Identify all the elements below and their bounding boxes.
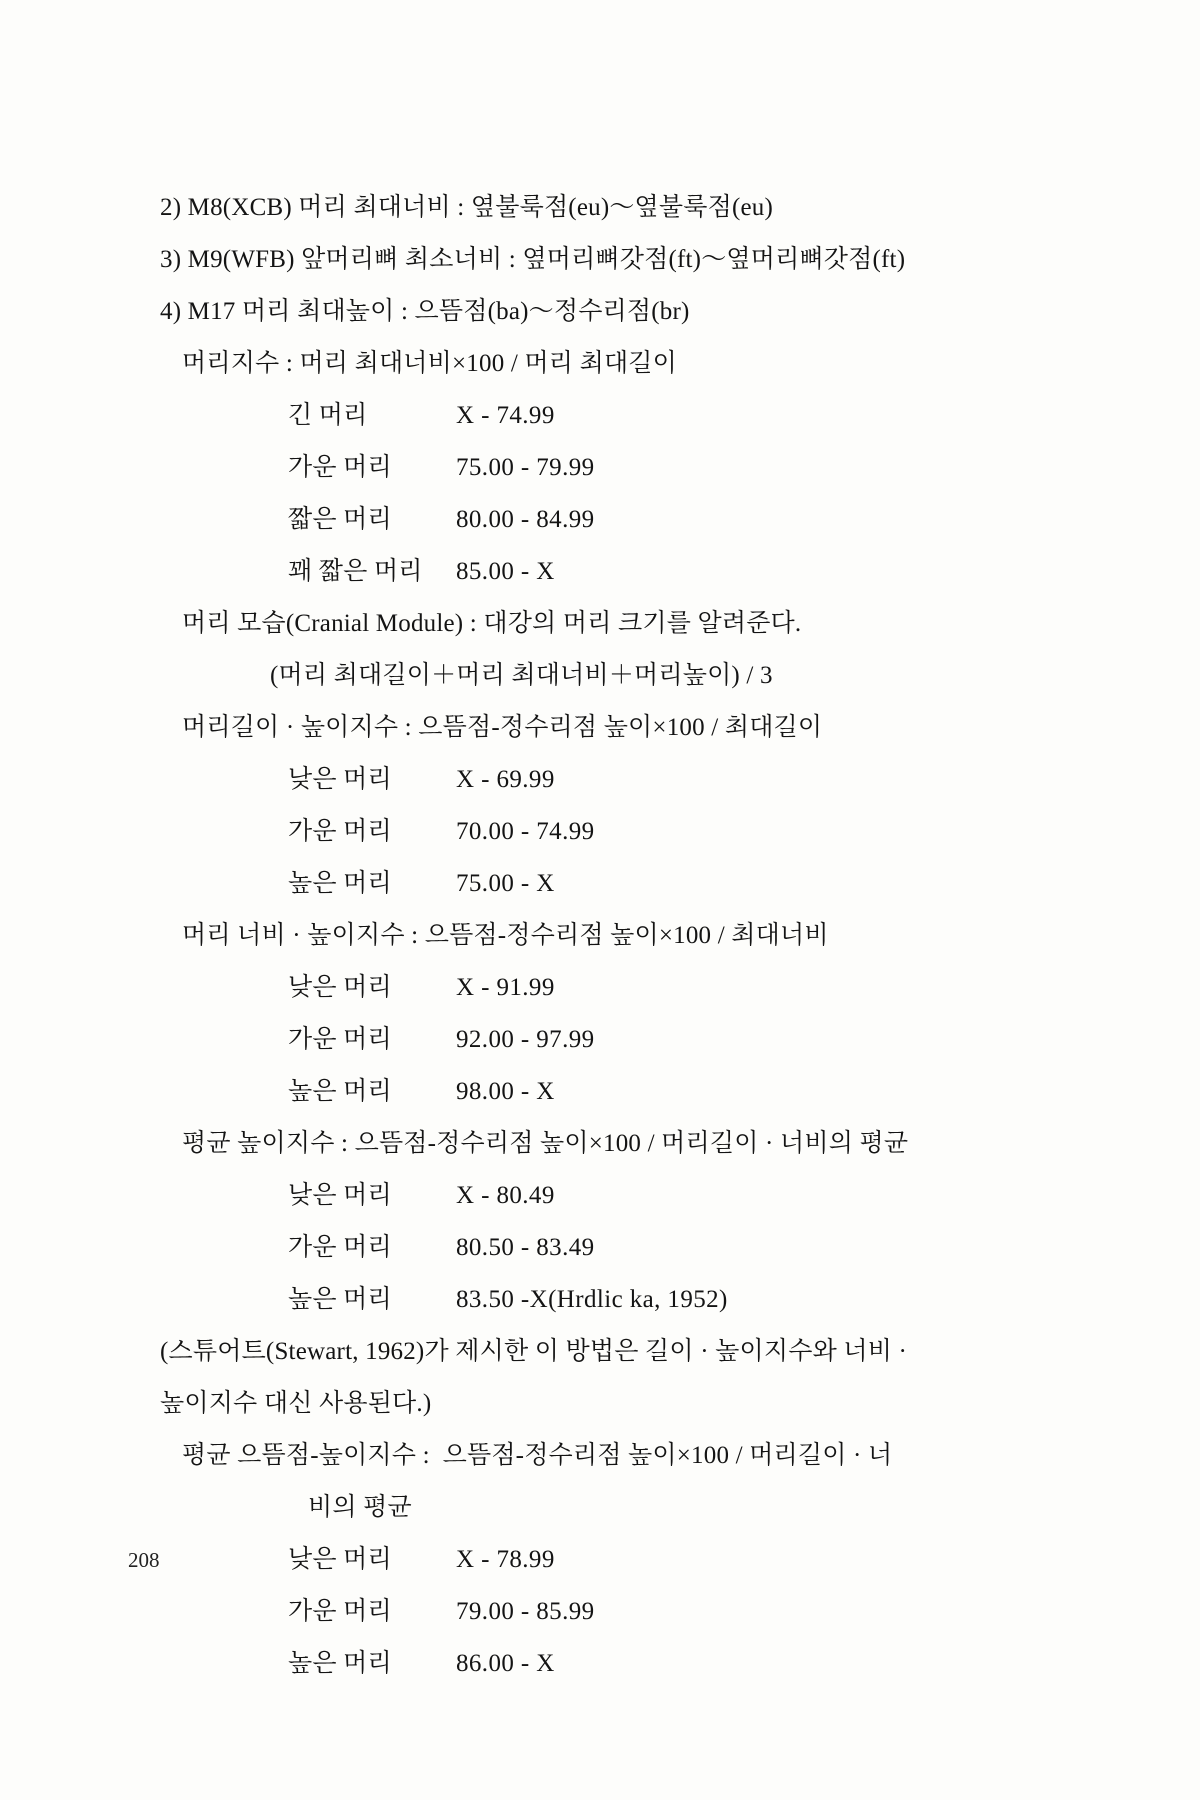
classification-row xyxy=(160,858,1080,910)
classification-label: 가운 머리 xyxy=(288,1598,392,1625)
classification-label: 긴 머리 xyxy=(288,402,368,429)
classification-label: 낮은 머리 xyxy=(288,1182,392,1209)
classification-row xyxy=(160,1014,1080,1066)
classification-label: 낮은 머리 xyxy=(288,974,392,1001)
classification-label: 짧은 머리 xyxy=(288,506,392,533)
classification-row xyxy=(160,494,1080,546)
classification-value: X - 78.99 xyxy=(456,1546,555,1573)
classification-value: 80.00 - 84.99 xyxy=(456,506,595,533)
classification-label: 가운 머리 xyxy=(288,454,392,481)
classification-label: 높은 머리 xyxy=(288,870,392,897)
classification-row xyxy=(160,546,1080,598)
definition-line-continuation: 비의 평균 xyxy=(308,1494,412,1521)
list-item: 3) M9(WFB) 앞머리뼈 최소너비 : 옆머리뼈갓점(ft)〜옆머리뼈갓점(ft) xyxy=(160,246,906,273)
classification-value: X - 91.99 xyxy=(456,974,555,1001)
classification-value: 75.00 - X xyxy=(456,870,555,897)
definition-line: 머리길이 · 높이지수 : 으뜸점-정수리점 높이×100 / 최대길이 xyxy=(182,714,823,741)
definition-line: 평균 높이지수 : 으뜸점-정수리점 높이×100 / 머리길이 · 너비의 평균 xyxy=(182,1130,909,1157)
classification-row xyxy=(160,806,1080,858)
classification-value: 86.00 - X xyxy=(456,1650,555,1677)
list-item: 4) M17 머리 최대높이 : 으뜸점(ba)〜정수리점(br) xyxy=(160,298,690,325)
list-item: 2) M8(XCB) 머리 최대너비 : 옆불룩점(eu)〜옆불룩점(eu) xyxy=(160,194,773,221)
classification-label: 높은 머리 xyxy=(288,1650,392,1677)
classification-value: 75.00 - 79.99 xyxy=(456,454,595,481)
classification-row xyxy=(160,1534,1080,1586)
classification-row xyxy=(160,1222,1080,1274)
classification-row xyxy=(160,1638,1080,1690)
classification-label: 가운 머리 xyxy=(288,1026,392,1053)
page-body-text xyxy=(160,182,1080,1690)
classification-label: 높은 머리 xyxy=(288,1078,392,1105)
note-line: 높이지수 대신 사용된다.) xyxy=(160,1390,432,1417)
classification-value: 70.00 - 74.99 xyxy=(456,818,595,845)
classification-label: 낮은 머리 xyxy=(288,1546,392,1573)
classification-value: X - 80.49 xyxy=(456,1182,555,1209)
classification-value: 85.00 - X xyxy=(456,558,555,585)
classification-value: 79.00 - 85.99 xyxy=(456,1598,595,1625)
definition-line: 머리지수 : 머리 최대너비×100 / 머리 최대길이 xyxy=(182,350,677,377)
classification-row xyxy=(160,1586,1080,1638)
classification-value: 98.00 - X xyxy=(456,1078,555,1105)
classification-label: 높은 머리 xyxy=(288,1286,392,1313)
classification-row xyxy=(160,1170,1080,1222)
classification-row xyxy=(160,754,1080,806)
note-line: (스튜어트(Stewart, 1962)가 제시한 이 방법은 길이 · 높이지수와 너비 · xyxy=(160,1338,908,1365)
classification-row xyxy=(160,962,1080,1014)
classification-value: X - 74.99 xyxy=(456,402,555,429)
classification-row xyxy=(160,1274,1080,1326)
classification-label: 가운 머리 xyxy=(288,818,392,845)
classification-value: 80.50 - 83.49 xyxy=(456,1234,595,1261)
definition-line: 평균 으뜸점-높이지수 : 으뜸점-정수리점 높이×100 / 머리길이 · 너 xyxy=(182,1442,893,1469)
classification-label: 가운 머리 xyxy=(288,1234,392,1261)
classification-row xyxy=(160,390,1080,442)
definition-line: 머리 모습(Cranial Module) : 대강의 머리 크기를 알려준다. xyxy=(182,610,802,637)
definition-line: 머리 너비 · 높이지수 : 으뜸점-정수리점 높이×100 / 최대너비 xyxy=(182,922,829,949)
classification-value: 83.50 -X(Hrdlic ka, 1952) xyxy=(456,1286,728,1313)
classification-value: X - 69.99 xyxy=(456,766,555,793)
classification-label: 꽤 짧은 머리 xyxy=(288,558,423,585)
classification-row xyxy=(160,442,1080,494)
classification-label: 낮은 머리 xyxy=(288,766,392,793)
page-number: 208 xyxy=(128,1548,160,1572)
classification-row xyxy=(160,1066,1080,1118)
classification-value: 92.00 - 97.99 xyxy=(456,1026,595,1053)
formula-line: (머리 최대길이＋머리 최대너비＋머리높이) / 3 xyxy=(270,662,773,689)
